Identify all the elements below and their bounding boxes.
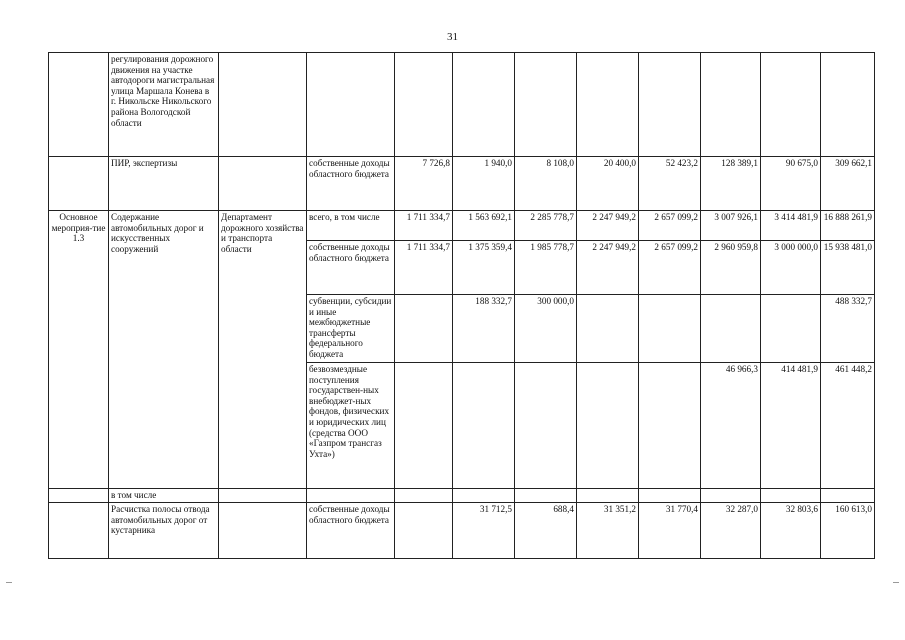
cell-value: [821, 489, 875, 503]
cell-value: 31 351,2: [577, 503, 639, 559]
cell-value: [577, 363, 639, 489]
cell-value: 188 332,7: [453, 295, 515, 363]
scan-margin-mark: [6, 582, 12, 583]
table-row: [49, 211, 875, 241]
cell-value: 160 613,0: [821, 503, 875, 559]
cell-value: 2 285 778,7: [515, 211, 577, 241]
cell-value: 1 711 334,7: [395, 211, 453, 241]
cell-name: [49, 503, 109, 559]
cell-value: 2 960 959,8: [701, 241, 761, 295]
cell-description: ПИР, экспертизы: [109, 157, 219, 211]
cell-value: 3 007 926,1: [701, 211, 761, 241]
cell-value: [395, 503, 453, 559]
cell-value: [515, 489, 577, 503]
cell-value: 32 287,0: [701, 503, 761, 559]
cell-value: 20 400,0: [577, 157, 639, 211]
cell-value: 3 414 481,9: [761, 211, 821, 241]
cell-value: 3 000 000,0: [761, 241, 821, 295]
cell-value: [639, 489, 701, 503]
cell-value: [701, 53, 761, 157]
table-row: [49, 489, 875, 503]
cell-source: субвенции, субсидии и иные межбюджетные трансферты федерального бюджета: [307, 295, 395, 363]
cell-source: собственные доходы областного бюджета: [307, 241, 395, 295]
cell-description: Расчистка полосы отвода автомобильных дорог от кустарника: [109, 503, 219, 559]
table-row: [49, 157, 875, 211]
cell-value: 15 938 481,0: [821, 241, 875, 295]
cell-source: [307, 489, 395, 503]
cell-value: [577, 53, 639, 157]
cell-value: 2 247 949,2: [577, 241, 639, 295]
cell-value: [395, 53, 453, 157]
cell-value: [395, 295, 453, 363]
cell-value: [761, 53, 821, 157]
cell-value: [639, 295, 701, 363]
cell-executor: Департамент дорожного хозяйства и транспорта области: [219, 211, 307, 489]
cell-value: [639, 363, 701, 489]
cell-description: регулирования дорожного движения на участке автодороги магистральная улица Маршала Конева в г. Никольске Никольского района Вологодской области: [109, 53, 219, 157]
scan-margin-mark: [893, 582, 899, 583]
cell-value: 1 940,0: [453, 157, 515, 211]
cell-value: [515, 53, 577, 157]
cell-name: Основное мероприя-тие 1.3: [49, 211, 109, 489]
cell-description: в том числе: [109, 489, 219, 503]
cell-value: 1 711 334,7: [395, 241, 453, 295]
cell-value: 7 726,8: [395, 157, 453, 211]
table-row: [49, 503, 875, 559]
cell-value: [453, 489, 515, 503]
cell-value: 46 966,3: [701, 363, 761, 489]
cell-name: [49, 157, 109, 211]
cell-executor: [219, 157, 307, 211]
cell-executor: [219, 53, 307, 157]
cell-value: [515, 363, 577, 489]
cell-value: 414 481,9: [761, 363, 821, 489]
cell-source: собственные доходы областного бюджета: [307, 157, 395, 211]
cell-value: 31 770,4: [639, 503, 701, 559]
page-number: 31: [447, 31, 458, 43]
cell-value: [577, 295, 639, 363]
cell-source: [307, 53, 395, 157]
cell-source: всего, в том числе: [307, 211, 395, 241]
cell-value: 1 985 778,7: [515, 241, 577, 295]
cell-value: 1 375 359,4: [453, 241, 515, 295]
cell-value: 32 803,6: [761, 503, 821, 559]
cell-value: 461 448,2: [821, 363, 875, 489]
cell-description: Содержание автомобильных дорог и искусственных сооружений: [109, 211, 219, 489]
cell-value: 1 563 692,1: [453, 211, 515, 241]
cell-value: [821, 53, 875, 157]
cell-value: 52 423,2: [639, 157, 701, 211]
cell-value: [395, 363, 453, 489]
cell-value: 8 108,0: [515, 157, 577, 211]
cell-value: [701, 489, 761, 503]
cell-value: 31 712,5: [453, 503, 515, 559]
cell-value: 300 000,0: [515, 295, 577, 363]
cell-value: [577, 489, 639, 503]
table-row: [49, 53, 875, 157]
cell-value: [639, 53, 701, 157]
cell-executor: [219, 489, 307, 503]
cell-executor: [219, 503, 307, 559]
cell-value: 309 662,1: [821, 157, 875, 211]
cell-value: [453, 363, 515, 489]
cell-value: 2 657 099,2: [639, 241, 701, 295]
cell-value: 2 657 099,2: [639, 211, 701, 241]
cell-name: [49, 53, 109, 157]
cell-source: безвозмездные поступления государствен-ных внебюджет-ных фондов, физических и юридических лиц (средства ООО «Газпром трансгаз Ухта»): [307, 363, 395, 489]
cell-value: [453, 53, 515, 157]
cell-value: 488 332,7: [821, 295, 875, 363]
cell-value: [761, 489, 821, 503]
cell-value: [761, 295, 821, 363]
cell-value: [395, 489, 453, 503]
cell-value: 90 675,0: [761, 157, 821, 211]
cell-value: 688,4: [515, 503, 577, 559]
budget-table: [48, 52, 875, 559]
cell-name: [49, 489, 109, 503]
cell-value: 128 389,1: [701, 157, 761, 211]
cell-value: 2 247 949,2: [577, 211, 639, 241]
cell-source: собственные доходы областного бюджета: [307, 503, 395, 559]
cell-value: 16 888 261,9: [821, 211, 875, 241]
cell-value: [701, 295, 761, 363]
